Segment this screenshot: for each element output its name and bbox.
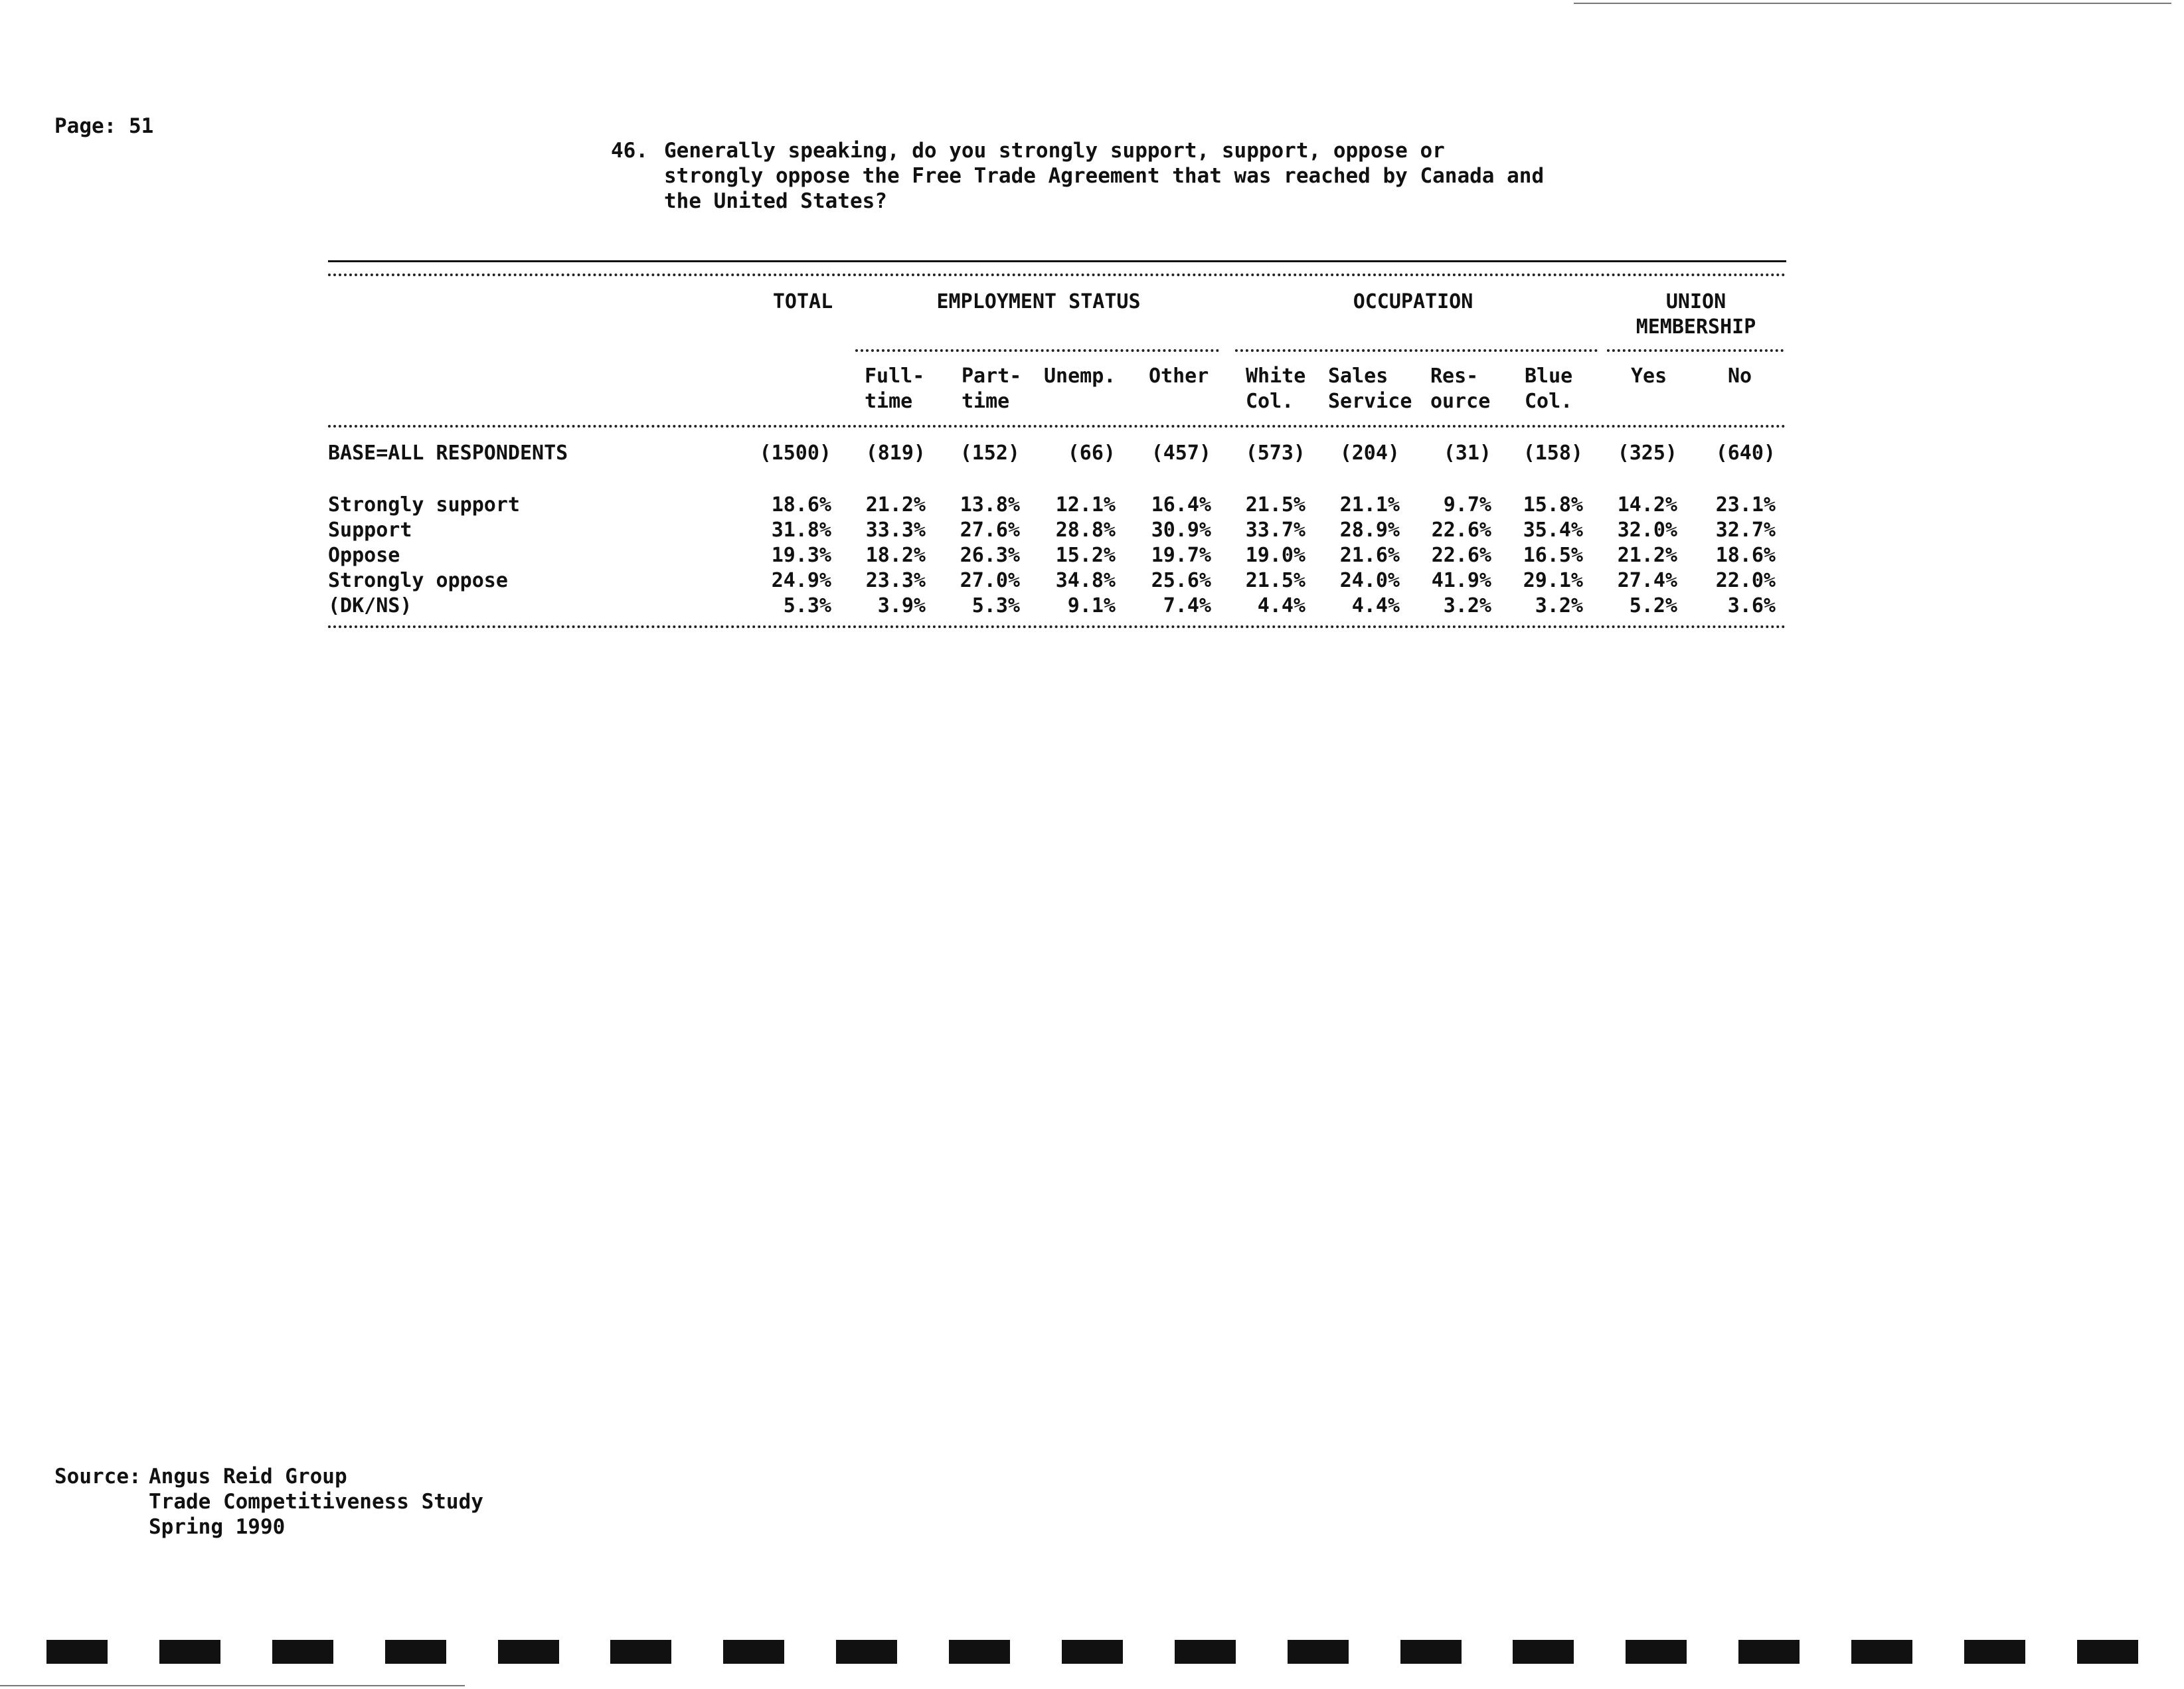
header-col-union-yes: Yes (1631, 364, 1667, 388)
table-cell: 15.2% (1055, 544, 1116, 567)
base-value: (1500) (759, 442, 831, 465)
source-line-study: Trade Competitiveness Study (149, 1490, 483, 1514)
table-cell: 16.4% (1151, 493, 1211, 517)
header-col-blue-collar: Blue Col. (1525, 364, 1573, 413)
base-value: (457) (1151, 442, 1211, 465)
question-block (611, 138, 1554, 214)
row-label: Strongly oppose (328, 569, 508, 592)
union-underline (1607, 349, 1784, 352)
header-col-resource: Res- ource (1430, 364, 1491, 413)
header-bottom-dashed-rule (328, 425, 1786, 428)
registration-mark (498, 1640, 559, 1664)
table-cell: 21.2% (865, 493, 926, 517)
registration-mark (1964, 1640, 2025, 1664)
table-cell: 35.4% (1523, 519, 1583, 542)
table-cell: 41.9% (1431, 569, 1491, 592)
table-cell: 24.9% (771, 569, 831, 592)
base-value: (31) (1443, 442, 1491, 465)
source-block (54, 1464, 483, 1540)
table-cell: 4.4% (1351, 594, 1400, 617)
table-cell: 33.3% (865, 519, 926, 542)
table-cell: 32.0% (1617, 519, 1677, 542)
base-value: (204) (1339, 442, 1400, 465)
base-value: (158) (1523, 442, 1583, 465)
registration-mark (2077, 1640, 2138, 1664)
registration-mark (1513, 1640, 1574, 1664)
base-value: (66) (1067, 442, 1116, 465)
registration-mark (46, 1640, 108, 1664)
question-number: 46. (611, 139, 648, 163)
table-cell: 9.7% (1443, 493, 1491, 517)
registration-mark (272, 1640, 333, 1664)
table-cell: 28.8% (1055, 519, 1116, 542)
table-cell: 27.4% (1617, 569, 1677, 592)
table-cell: 5.2% (1629, 594, 1677, 617)
results-table (328, 260, 1786, 632)
table-cell: 9.1% (1067, 594, 1116, 617)
row-label: Support (328, 519, 412, 542)
source-label: Source: (54, 1465, 141, 1488)
table-cell: 27.0% (960, 569, 1020, 592)
table-cell: 31.8% (771, 519, 831, 542)
table-cell: 29.1% (1523, 569, 1583, 592)
header-col-sales-service: Sales Service (1328, 364, 1412, 413)
header-col-union-no: No (1728, 364, 1752, 388)
header-col-full-time: Full- time (865, 364, 925, 413)
base-value: (152) (960, 442, 1020, 465)
table-cell: 28.9% (1339, 519, 1400, 542)
base-value: (573) (1245, 442, 1305, 465)
table-cell: 24.0% (1339, 569, 1400, 592)
table-cell: 19.7% (1151, 544, 1211, 567)
table-cell: 5.3% (783, 594, 831, 617)
header-union-membership: UNION MEMBERSHIP (1636, 290, 1756, 339)
row-label: Strongly support (328, 493, 520, 517)
table-cell: 22.6% (1431, 519, 1491, 542)
table-cell: 15.8% (1523, 493, 1583, 517)
registration-mark (610, 1640, 671, 1664)
registration-mark (1062, 1640, 1123, 1664)
table-cell: 34.8% (1055, 569, 1116, 592)
table-cell: 13.8% (960, 493, 1020, 517)
table-cell: 22.6% (1431, 544, 1491, 567)
registration-mark (159, 1640, 220, 1664)
table-cell: 3.9% (877, 594, 926, 617)
table-top-rule (328, 260, 1786, 262)
table-cell: 32.7% (1715, 519, 1776, 542)
table-top-dashed-rule (328, 274, 1786, 276)
header-total: TOTAL (772, 290, 833, 313)
base-value: (819) (865, 442, 926, 465)
table-cell: 3.6% (1727, 594, 1776, 617)
header-col-other: Other (1149, 364, 1209, 388)
employment-underline (855, 349, 1219, 352)
registration-mark (1738, 1640, 1800, 1664)
table-cell: 14.2% (1617, 493, 1677, 517)
table-cell: 4.4% (1257, 594, 1305, 617)
base-value: (325) (1617, 442, 1677, 465)
scan-edge-line-top-right (1574, 3, 2171, 4)
fax-registration-marks (46, 1640, 2138, 1664)
header-col-white-collar: White Col. (1246, 364, 1306, 413)
table-cell: 25.6% (1151, 569, 1211, 592)
header-col-unemployed: Unemp. (1044, 364, 1116, 388)
table-cell: 19.0% (1245, 544, 1305, 567)
table-cell: 19.3% (771, 544, 831, 567)
table-cell: 21.6% (1339, 544, 1400, 567)
scan-edge-line-bottom-left (0, 1685, 465, 1686)
table-cell: 27.6% (960, 519, 1020, 542)
table-cell: 21.5% (1245, 493, 1305, 517)
table-cell: 26.3% (960, 544, 1020, 567)
page-number: Page: 51 (54, 114, 154, 138)
source-line-date: Spring 1990 (149, 1515, 286, 1539)
table-cell: 12.1% (1055, 493, 1116, 517)
table-bottom-dashed-rule (328, 625, 1786, 628)
table-cell: 3.2% (1535, 594, 1583, 617)
source-lines (149, 1464, 483, 1540)
registration-mark (385, 1640, 446, 1664)
table-cell: 18.6% (1715, 544, 1776, 567)
table-cell: 22.0% (1715, 569, 1776, 592)
table-cell: 21.2% (1617, 544, 1677, 567)
question-text: Generally speaking, do you strongly support, support, oppose or strongly oppose the Free Trade Agreement that was reached by Canada and the United States? (664, 139, 1545, 213)
table-cell: 5.3% (971, 594, 1020, 617)
source-line-org: Angus Reid Group (149, 1465, 347, 1488)
table-cell: 18.2% (865, 544, 926, 567)
occupation-underline (1235, 349, 1598, 352)
registration-mark (1288, 1640, 1349, 1664)
registration-mark (949, 1640, 1010, 1664)
base-row-label: BASE=ALL RESPONDENTS (328, 442, 568, 465)
table-cell: 18.6% (771, 493, 831, 517)
table-cell: 16.5% (1523, 544, 1583, 567)
row-label: (DK/NS) (328, 594, 412, 617)
registration-mark (1626, 1640, 1687, 1664)
table-cell: 7.4% (1163, 594, 1211, 617)
base-value: (640) (1715, 442, 1776, 465)
registration-mark (836, 1640, 897, 1664)
registration-mark (1400, 1640, 1462, 1664)
table-cell: 23.3% (865, 569, 926, 592)
table-cell: 21.5% (1245, 569, 1305, 592)
header-occupation: OCCUPATION (1353, 290, 1473, 313)
registration-mark (723, 1640, 784, 1664)
table-cell: 3.2% (1443, 594, 1491, 617)
row-label: Oppose (328, 544, 400, 567)
table-cell: 21.1% (1339, 493, 1400, 517)
registration-mark (1175, 1640, 1236, 1664)
table-cell: 33.7% (1245, 519, 1305, 542)
header-employment-status: EMPLOYMENT STATUS (936, 290, 1141, 313)
table-cell: 23.1% (1715, 493, 1776, 517)
header-col-part-time: Part- time (962, 364, 1022, 413)
registration-mark (1851, 1640, 1912, 1664)
table-cell: 30.9% (1151, 519, 1211, 542)
